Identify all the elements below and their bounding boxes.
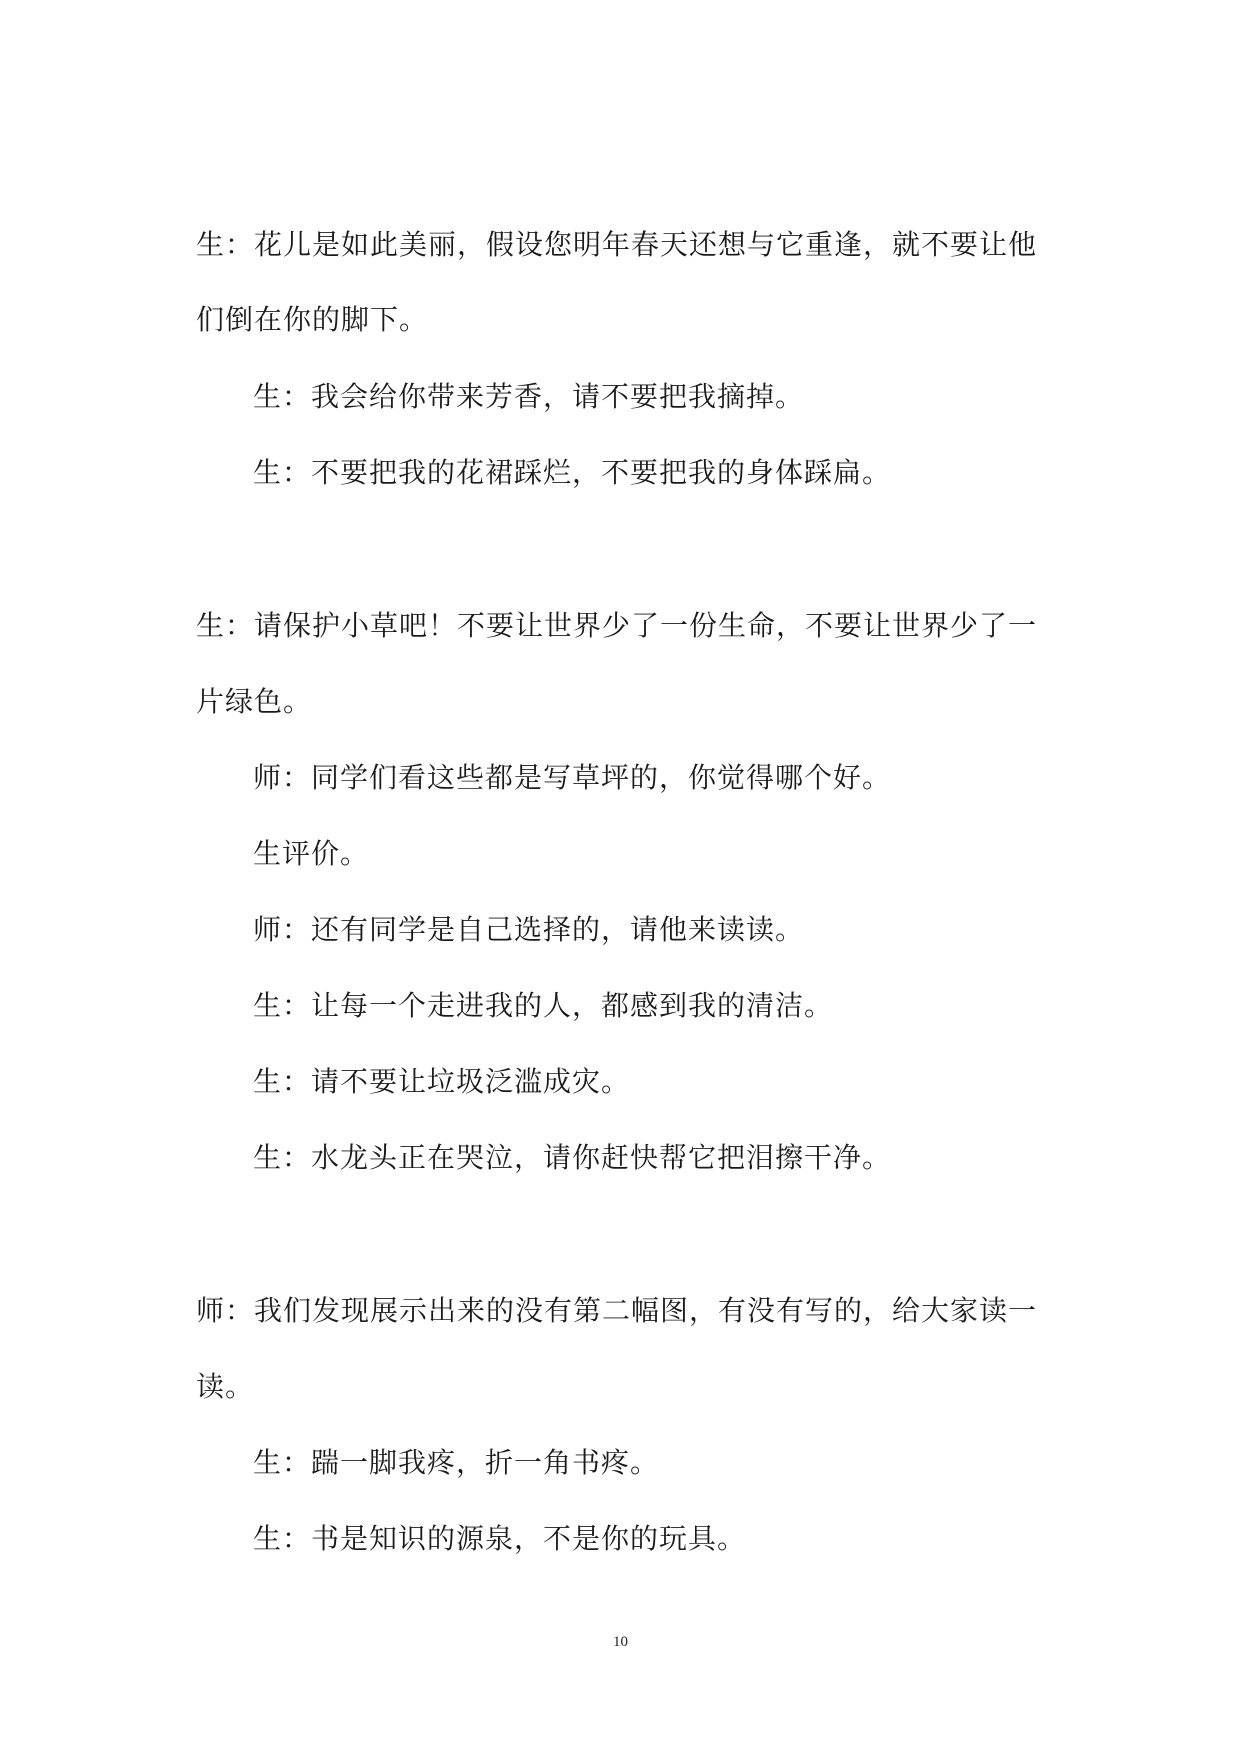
text-line: 生：踹一脚我疼，折一角书疼。 (253, 1446, 660, 1479)
text-line: 生：书是知识的源泉，不是你的玩具。 (253, 1522, 747, 1555)
text-line: 生：请保护小草吧！不要让世界少了一份生命，不要让世界少了一 (196, 609, 1038, 642)
text-line: 生：不要把我的花裙踩烂，不要把我的身体踩扁。 (253, 456, 892, 489)
text-line: 片绿色。 (196, 685, 313, 718)
page-number: 10 (613, 1634, 628, 1650)
text-line: 师：同学们看这些都是写草坪的，你觉得哪个好。 (253, 761, 892, 794)
text-line: 生：让每一个走进我的人，都感到我的清洁。 (253, 989, 834, 1022)
text-line: 生：花儿是如此美丽，假设您明年春天还想与它重逢，就不要让他 (196, 228, 1038, 261)
text-line: 生：水龙头正在哭泣，请你赶快帮它把泪擦干净。 (253, 1141, 892, 1174)
text-line: 生：我会给你带来芳香，请不要把我摘掉。 (253, 380, 805, 413)
text-line: 生：请不要让垃圾泛滥成灾。 (253, 1065, 631, 1098)
text-line: 生评价。 (253, 837, 370, 870)
text-line: 读。 (196, 1370, 255, 1403)
text-line: 师：还有同学是自己选择的，请他来读读。 (253, 913, 805, 946)
text-line: 们倒在你的脚下。 (196, 303, 429, 336)
text-line: 师：我们发现展示出来的没有第二幅图，有没有写的，给大家读一 (196, 1294, 1038, 1327)
